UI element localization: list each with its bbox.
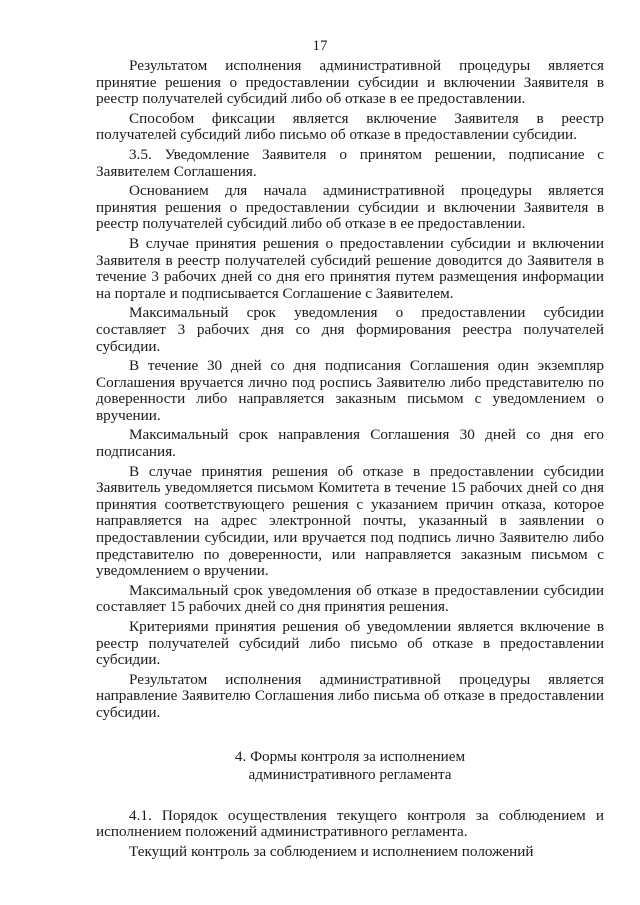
page-number: 17 — [312, 38, 328, 54]
paragraph: В случае принятия решения о предоставлении субсидии и включении Заявителя в реестр получателей субсидий решение доводится до Заявителя в течение 3 рабочих дней со дня его принятия путем размещения информации на портале и подписывается Соглашение с Заявителем. — [96, 234, 604, 302]
paragraph: Текущий контроль за соблюдением и исполнением положений — [129, 842, 534, 860]
section-heading-line: административного регламента — [248, 765, 452, 783]
paragraph: Максимальный срок уведомления об отказе в предоставлении субсидии составляет 15 рабочих дней со дня принятия решения. — [96, 581, 604, 616]
section-heading-line: 4. Формы контроля за исполнением — [234, 747, 466, 765]
paragraph: В случае принятия решения об отказе в предоставлении субсидии Заявитель уведомляется письмом Комитета в течение 15 рабочих дней со дня принятия соответствующего решения с указанием причин отказа, которое направляется на адрес электронной почты, указанный в заявлении о предоставлении субсидии, или вручается под подпись лично Заявителю либо представителю по доверенности, или направляется заказным письмом с уведомлением о вручении. — [96, 462, 604, 580]
paragraph: 4.1. Порядок осуществления текущего контроля за соблюдением и исполнением положений административного регламента. — [96, 806, 604, 841]
document-body — [96, 58, 604, 863]
paragraph: Результатом исполнения административной процедуры является принятие решения о предоставлении субсидии и включении Заявителя в реестр получателей субсидий либо об отказе в ее предоставлении. — [96, 57, 604, 108]
paragraph: Результатом исполнения административной процедуры является направление Заявителю Соглашения либо письма об отказе в предоставлении субсидии. — [96, 670, 604, 721]
paragraph: 3.5. Уведомление Заявителя о принятом решении, подписание с Заявителем Соглашения. — [96, 145, 604, 180]
paragraph: Максимальный срок направления Соглашения 30 дней со дня его подписания. — [96, 426, 604, 461]
paragraph: В течение 30 дней со дня подписания Соглашения один экземпляр Соглашения вручается лично под роспись Заявителю либо представителю по доверенности либо направляется заказным письмом с уведомлением о вручении. — [96, 357, 604, 424]
paragraph: Критериями принятия решения об уведомлении является включение в реестр получателей субсидий либо письмо об отказе в предоставлении субсидии. — [96, 618, 604, 669]
section-heading — [96, 748, 604, 784]
paragraph: Максимальный срок уведомления о предоставлении субсидии составляет 3 рабочих дня со дня формирования реестра получателей субсидии. — [96, 304, 604, 355]
paragraph: Способом фиксации является включение Заявителя в реестр получателей субсидий либо письмо об отказе в предоставлении субсидии. — [96, 109, 604, 144]
paragraph: Основанием для начала административной процедуры является принятия решения о предоставлении субсидии и включении Заявителя в реестр получателей субсидий либо об отказе в ее предоставлении. — [96, 182, 604, 233]
